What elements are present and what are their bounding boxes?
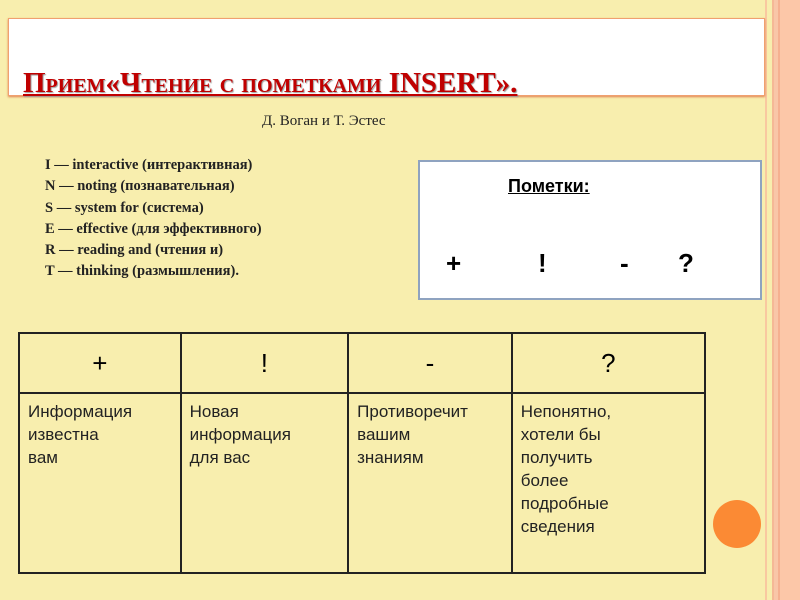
cell-line: более <box>520 471 569 490</box>
mark-plus: + <box>446 248 462 278</box>
header-question: ? <box>512 333 705 393</box>
cell-known <box>19 393 181 573</box>
header-plus: + <box>19 333 181 393</box>
cell-line: вашим <box>357 425 411 444</box>
mark-question: ? <box>678 248 694 278</box>
cell-contradicts <box>348 393 512 573</box>
marks-box <box>418 160 762 300</box>
table-header-row <box>19 333 705 393</box>
title-box <box>8 18 765 99</box>
cell-line: известна <box>28 425 99 444</box>
cell-line: для вас <box>189 448 251 467</box>
cell-line: вам <box>28 448 58 467</box>
cell-line: хотели бы <box>520 425 601 444</box>
cell-new <box>181 393 349 573</box>
insert-acronym-list <box>45 155 262 283</box>
marks-title: Пометки: <box>508 176 590 196</box>
list-item: E — effective (для эффективного) <box>45 220 262 237</box>
cell-line: сведения <box>520 517 595 536</box>
mark-minus: - <box>620 248 629 278</box>
cell-unclear <box>512 393 705 573</box>
author-credit: Д. Воган и Т. Эстес <box>262 113 386 129</box>
mark-exclamation: ! <box>538 248 547 278</box>
cell-line: Противоречит <box>357 402 468 421</box>
cell-line: информация <box>189 425 291 444</box>
list-item: T — thinking (размышления). <box>45 263 239 280</box>
decorative-stripes <box>765 0 800 600</box>
header-exclamation: ! <box>181 333 349 393</box>
list-item: N — noting (познавательная) <box>45 178 235 195</box>
list-item: S — system for (система) <box>45 199 204 216</box>
cell-line: знаниям <box>357 448 424 467</box>
cell-line: Новая <box>189 402 239 421</box>
cell-line: получить <box>520 448 593 467</box>
marks-table <box>18 332 706 574</box>
cell-line: Информация <box>28 402 133 421</box>
cell-line: Непонятно, <box>520 402 612 421</box>
table-row <box>19 393 705 573</box>
list-item: I — interactive (интерактивная) <box>45 157 253 173</box>
list-item: R — reading and (чтения и) <box>45 242 224 259</box>
header-minus: - <box>348 333 512 393</box>
slide-title: Прием«Чтение с пометками INSERT». <box>23 67 518 99</box>
decorative-circle <box>713 500 761 548</box>
cell-line: подробные <box>520 494 609 513</box>
